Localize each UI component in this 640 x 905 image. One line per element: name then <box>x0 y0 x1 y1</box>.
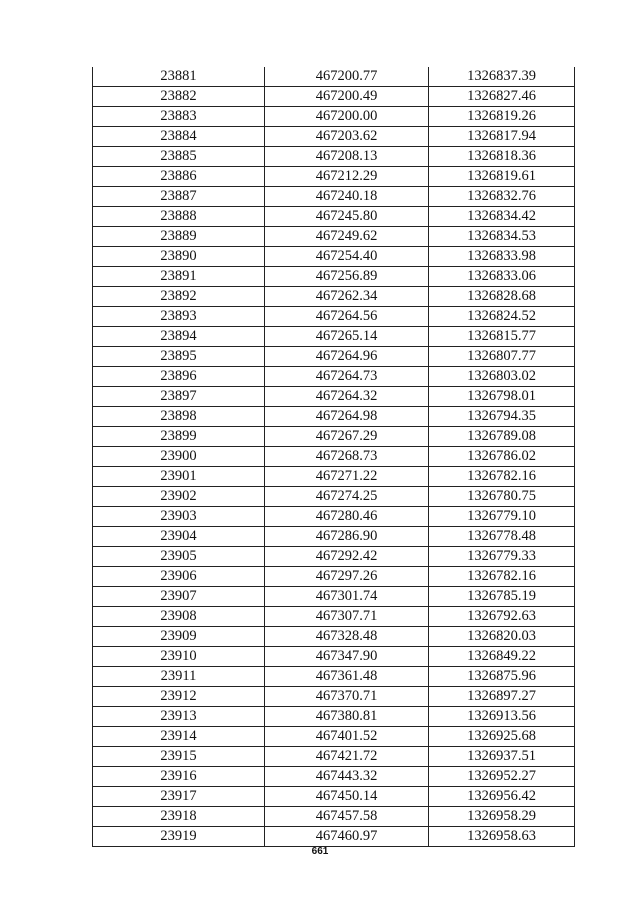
y-coordinate-cell: 1326834.53 <box>429 227 575 247</box>
page-number: 661 <box>311 846 329 857</box>
table-row <box>93 527 575 547</box>
point-id-cell: 23889 <box>93 227 265 247</box>
x-coordinate-cell: 467361.48 <box>265 667 429 687</box>
y-coordinate-cell: 1326817.94 <box>429 127 575 147</box>
y-coordinate-cell: 1326785.19 <box>429 587 575 607</box>
table-row <box>93 767 575 787</box>
point-id-cell: 23910 <box>93 647 265 667</box>
y-coordinate-cell: 1326820.03 <box>429 627 575 647</box>
point-id-cell: 23901 <box>93 467 265 487</box>
y-coordinate-cell: 1326832.76 <box>429 187 575 207</box>
point-id-cell: 23918 <box>93 807 265 827</box>
point-id-cell: 23907 <box>93 587 265 607</box>
y-coordinate-cell: 1326958.29 <box>429 807 575 827</box>
point-id-cell: 23894 <box>93 327 265 347</box>
table-row <box>93 367 575 387</box>
table-row <box>93 327 575 347</box>
x-coordinate-cell: 467460.97 <box>265 827 429 847</box>
point-id-cell: 23911 <box>93 667 265 687</box>
x-coordinate-cell: 467380.81 <box>265 707 429 727</box>
y-coordinate-cell: 1326815.77 <box>429 327 575 347</box>
table-row <box>93 807 575 827</box>
x-coordinate-cell: 467347.90 <box>265 647 429 667</box>
x-coordinate-cell: 467265.14 <box>265 327 429 347</box>
point-id-cell: 23896 <box>93 367 265 387</box>
y-coordinate-cell: 1326819.26 <box>429 107 575 127</box>
point-id-cell: 23881 <box>93 67 265 87</box>
y-coordinate-cell: 1326819.61 <box>429 167 575 187</box>
y-coordinate-cell: 1326782.16 <box>429 567 575 587</box>
point-id-cell: 23897 <box>93 387 265 407</box>
y-coordinate-cell: 1326782.16 <box>429 467 575 487</box>
table-row <box>93 747 575 767</box>
y-coordinate-cell: 1326780.75 <box>429 487 575 507</box>
y-coordinate-cell: 1326833.06 <box>429 267 575 287</box>
table-row <box>93 67 575 87</box>
x-coordinate-cell: 467401.52 <box>265 727 429 747</box>
y-coordinate-cell: 1326794.35 <box>429 407 575 427</box>
x-coordinate-cell: 467200.77 <box>265 67 429 87</box>
y-coordinate-cell: 1326824.52 <box>429 307 575 327</box>
y-coordinate-cell: 1326789.08 <box>429 427 575 447</box>
y-coordinate-cell: 1326807.77 <box>429 347 575 367</box>
point-id-cell: 23909 <box>93 627 265 647</box>
table-row <box>93 407 575 427</box>
x-coordinate-cell: 467443.32 <box>265 767 429 787</box>
point-id-cell: 23885 <box>93 147 265 167</box>
point-id-cell: 23887 <box>93 187 265 207</box>
x-coordinate-cell: 467264.73 <box>265 367 429 387</box>
x-coordinate-cell: 467249.62 <box>265 227 429 247</box>
y-coordinate-cell: 1326779.33 <box>429 547 575 567</box>
y-coordinate-cell: 1326778.48 <box>429 527 575 547</box>
y-coordinate-cell: 1326937.51 <box>429 747 575 767</box>
table-row <box>93 787 575 807</box>
point-id-cell: 23886 <box>93 167 265 187</box>
x-coordinate-cell: 467264.56 <box>265 307 429 327</box>
table-row <box>93 607 575 627</box>
table-row <box>93 727 575 747</box>
coordinates-table-body <box>93 67 575 847</box>
x-coordinate-cell: 467254.40 <box>265 247 429 267</box>
y-coordinate-cell: 1326952.27 <box>429 767 575 787</box>
table-row <box>93 287 575 307</box>
y-coordinate-cell: 1326958.63 <box>429 827 575 847</box>
x-coordinate-cell: 467262.34 <box>265 287 429 307</box>
x-coordinate-cell: 467271.22 <box>265 467 429 487</box>
y-coordinate-cell: 1326834.42 <box>429 207 575 227</box>
point-id-cell: 23900 <box>93 447 265 467</box>
table-row <box>93 487 575 507</box>
x-coordinate-cell: 467301.74 <box>265 587 429 607</box>
x-coordinate-cell: 467245.80 <box>265 207 429 227</box>
x-coordinate-cell: 467286.90 <box>265 527 429 547</box>
point-id-cell: 23904 <box>93 527 265 547</box>
x-coordinate-cell: 467280.46 <box>265 507 429 527</box>
point-id-cell: 23915 <box>93 747 265 767</box>
x-coordinate-cell: 467292.42 <box>265 547 429 567</box>
y-coordinate-cell: 1326827.46 <box>429 87 575 107</box>
point-id-cell: 23891 <box>93 267 265 287</box>
x-coordinate-cell: 467297.26 <box>265 567 429 587</box>
point-id-cell: 23903 <box>93 507 265 527</box>
x-coordinate-cell: 467307.71 <box>265 607 429 627</box>
point-id-cell: 23893 <box>93 307 265 327</box>
point-id-cell: 23917 <box>93 787 265 807</box>
y-coordinate-cell: 1326828.68 <box>429 287 575 307</box>
table-row <box>93 227 575 247</box>
x-coordinate-cell: 467274.25 <box>265 487 429 507</box>
table-row <box>93 167 575 187</box>
table-row <box>93 667 575 687</box>
y-coordinate-cell: 1326875.96 <box>429 667 575 687</box>
point-id-cell: 23919 <box>93 827 265 847</box>
x-coordinate-cell: 467200.00 <box>265 107 429 127</box>
point-id-cell: 23899 <box>93 427 265 447</box>
table-row <box>93 387 575 407</box>
x-coordinate-cell: 467240.18 <box>265 187 429 207</box>
table-row <box>93 107 575 127</box>
point-id-cell: 23908 <box>93 607 265 627</box>
y-coordinate-cell: 1326956.42 <box>429 787 575 807</box>
x-coordinate-cell: 467267.29 <box>265 427 429 447</box>
point-id-cell: 23890 <box>93 247 265 267</box>
x-coordinate-cell: 467208.13 <box>265 147 429 167</box>
point-id-cell: 23882 <box>93 87 265 107</box>
x-coordinate-cell: 467256.89 <box>265 267 429 287</box>
point-id-cell: 23883 <box>93 107 265 127</box>
y-coordinate-cell: 1326849.22 <box>429 647 575 667</box>
x-coordinate-cell: 467328.48 <box>265 627 429 647</box>
table-row <box>93 647 575 667</box>
x-coordinate-cell: 467450.14 <box>265 787 429 807</box>
y-coordinate-cell: 1326925.68 <box>429 727 575 747</box>
table-row <box>93 447 575 467</box>
table-row <box>93 687 575 707</box>
coordinates-table <box>92 67 575 847</box>
y-coordinate-cell: 1326779.10 <box>429 507 575 527</box>
x-coordinate-cell: 467457.58 <box>265 807 429 827</box>
table-row <box>93 207 575 227</box>
y-coordinate-cell: 1326913.56 <box>429 707 575 727</box>
table-row <box>93 127 575 147</box>
x-coordinate-cell: 467200.49 <box>265 87 429 107</box>
y-coordinate-cell: 1326833.98 <box>429 247 575 267</box>
point-id-cell: 23884 <box>93 127 265 147</box>
x-coordinate-cell: 467212.29 <box>265 167 429 187</box>
x-coordinate-cell: 467264.98 <box>265 407 429 427</box>
y-coordinate-cell: 1326786.02 <box>429 447 575 467</box>
point-id-cell: 23906 <box>93 567 265 587</box>
point-id-cell: 23888 <box>93 207 265 227</box>
table-row <box>93 347 575 367</box>
table-row <box>93 627 575 647</box>
point-id-cell: 23916 <box>93 767 265 787</box>
table-row <box>93 507 575 527</box>
y-coordinate-cell: 1326798.01 <box>429 387 575 407</box>
point-id-cell: 23914 <box>93 727 265 747</box>
point-id-cell: 23905 <box>93 547 265 567</box>
table-row <box>93 87 575 107</box>
table-row <box>93 467 575 487</box>
table-row <box>93 307 575 327</box>
table-row <box>93 567 575 587</box>
table-row <box>93 827 575 847</box>
table-row <box>93 187 575 207</box>
table-row <box>93 427 575 447</box>
table-row <box>93 267 575 287</box>
table-row <box>93 547 575 567</box>
table-row <box>93 147 575 167</box>
table-row <box>93 707 575 727</box>
point-id-cell: 23912 <box>93 687 265 707</box>
point-id-cell: 23895 <box>93 347 265 367</box>
x-coordinate-cell: 467370.71 <box>265 687 429 707</box>
y-coordinate-cell: 1326897.27 <box>429 687 575 707</box>
x-coordinate-cell: 467268.73 <box>265 447 429 467</box>
point-id-cell: 23902 <box>93 487 265 507</box>
x-coordinate-cell: 467264.96 <box>265 347 429 367</box>
point-id-cell: 23892 <box>93 287 265 307</box>
y-coordinate-cell: 1326792.63 <box>429 607 575 627</box>
point-id-cell: 23913 <box>93 707 265 727</box>
table-row <box>93 247 575 267</box>
y-coordinate-cell: 1326818.36 <box>429 147 575 167</box>
point-id-cell: 23898 <box>93 407 265 427</box>
x-coordinate-cell: 467203.62 <box>265 127 429 147</box>
x-coordinate-cell: 467421.72 <box>265 747 429 767</box>
x-coordinate-cell: 467264.32 <box>265 387 429 407</box>
y-coordinate-cell: 1326837.39 <box>429 67 575 87</box>
y-coordinate-cell: 1326803.02 <box>429 367 575 387</box>
table-row <box>93 587 575 607</box>
